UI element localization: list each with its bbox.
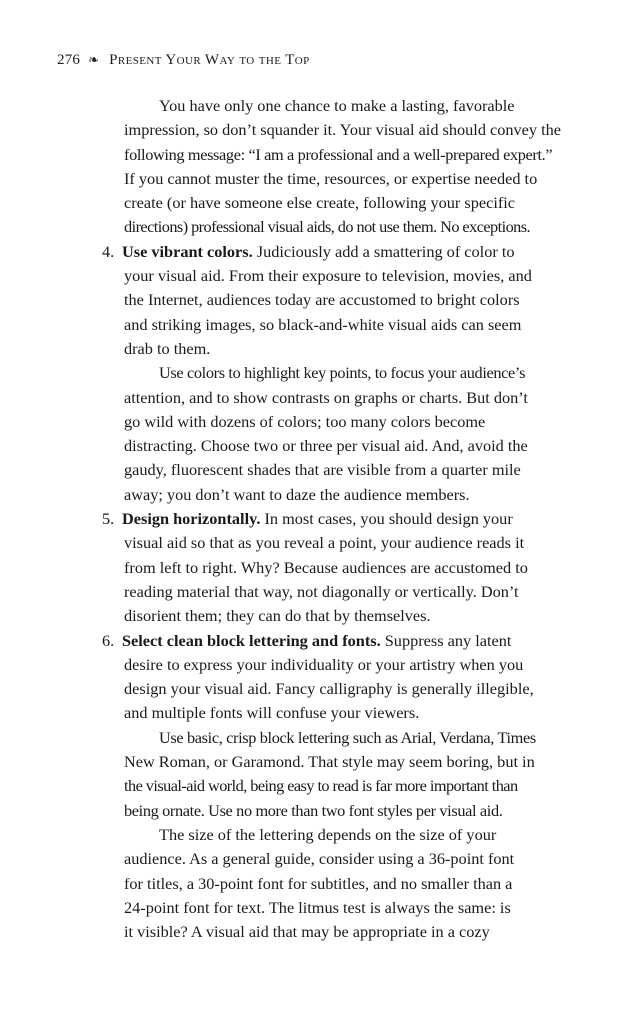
text-line: reading material that way, not diagonally or vertically. Don’t: [124, 581, 519, 601]
text-line: Judiciously add a smattering of color to: [256, 241, 515, 261]
list-item-5: [102, 507, 570, 531]
text-line: away; you don’t want to daze the audience members.: [124, 484, 470, 504]
text-line: desire to express your individuality or your artistry when you: [124, 654, 524, 674]
list-heading: Use vibrant colors.: [122, 241, 253, 261]
text-line: from left to right. Why? Because audiences are accustomed to: [124, 557, 528, 577]
text-line: impression, so don’t squander it. Your visual aid should convey the: [124, 120, 562, 140]
text-line: following message: “I am a professional and a well-prepared expert.”: [124, 144, 553, 164]
text-line: for titles, a 30-point font for subtitles, and no smaller than a: [124, 873, 513, 893]
page-body: [102, 94, 570, 944]
text-line: distracting. Choose two or three per visual aid. And, avoid the: [124, 436, 528, 456]
text-line: 24-point font for text. The litmus test is always the same: is: [124, 897, 511, 917]
list-number: 6.: [102, 630, 115, 650]
book-title: Present Your Way to the Top: [109, 52, 310, 68]
ornament-icon: ❧: [88, 52, 100, 67]
text-line: audience. As a general guide, consider using a 36-point font: [124, 849, 515, 869]
list-heading: Design horizontally.: [122, 509, 261, 529]
text-line: attention, and to show contrasts on graphs or charts. But don’t: [124, 387, 528, 407]
running-head: [57, 52, 310, 69]
text-line: Suppress any latent: [384, 630, 512, 650]
text-line: drab to them.: [124, 338, 211, 358]
text-line: The size of the lettering depends on the size of your: [159, 824, 497, 844]
text-line: create (or have someone else create, following your specific: [124, 193, 516, 213]
text-line: and multiple fonts will confuse your viewers.: [124, 703, 420, 723]
text-line: gaudy, fluorescent shades that are visible from a quarter mile: [124, 460, 521, 480]
list-number: 4.: [102, 241, 115, 261]
list-item-4: [102, 240, 570, 264]
text-line: disorient them; they can do that by themselves.: [124, 606, 431, 626]
text-line: In most cases, you should design your: [264, 509, 513, 529]
list-item-6: [102, 629, 570, 653]
list-number: 5.: [102, 509, 115, 529]
text-line: being ornate. Use no more than two font styles per visual aid.: [124, 800, 503, 820]
text-line: design your visual aid. Fancy calligraphy is generally illegible,: [124, 679, 534, 699]
text-line: If you cannot muster the time, resources, or expertise needed to: [124, 168, 538, 188]
text-line: You have only one chance to make a lasting, favorable: [159, 96, 515, 115]
list-heading: Select clean block lettering and fonts.: [122, 630, 381, 650]
text-line: and striking images, so black-and-white visual aids can seem: [124, 314, 522, 334]
text-line: the Internet, audiences today are accustomed to bright colors: [124, 290, 520, 310]
text-line: Use colors to highlight key points, to focus your audience’s: [159, 363, 526, 383]
text-line: your visual aid. From their exposure to television, movies, and: [124, 266, 532, 286]
text-line: go wild with dozens of colors; too many colors become: [124, 411, 486, 431]
text-line: New Roman, or Garamond. That style may seem boring, but in: [124, 752, 535, 772]
text-line: it visible? A visual aid that may be appropriate in a cozy: [124, 922, 490, 942]
text-line: the visual-aid world, being easy to read is far more important than: [124, 776, 518, 796]
text-line: visual aid so that as you reveal a point, your audience reads it: [124, 533, 525, 553]
page-number: 276: [57, 52, 81, 68]
text-line: directions) professional visual aids, do not use them. No exceptions.: [124, 217, 531, 237]
text-line: Use basic, crisp block lettering such as Arial, Verdana, Times: [159, 727, 536, 747]
